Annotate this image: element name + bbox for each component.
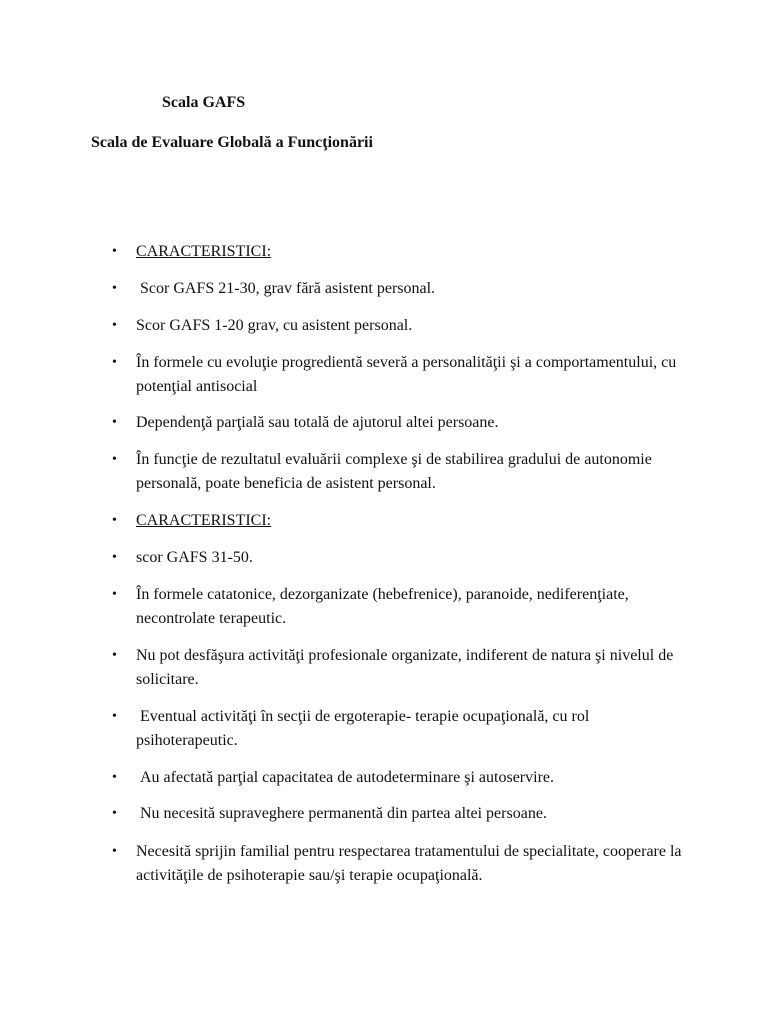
list-item-text: Scor GAFS 21-30, grav fără asistent personal. <box>136 280 436 297</box>
list-item <box>112 802 692 826</box>
list-item-text: CARACTERISTICI: <box>136 243 272 260</box>
bullet-icon: • <box>112 806 117 821</box>
bullet-icon: • <box>112 318 117 333</box>
list-item <box>112 509 692 533</box>
bullet-icon: • <box>112 355 117 370</box>
list-item-text: În funcţie de rezultatul evaluării complexe şi de stabilirea gradului de autonomie personală, poate beneficia de asistent personal. <box>136 451 656 492</box>
list-item <box>112 766 692 790</box>
bullet-icon: • <box>112 452 117 467</box>
bullet-icon: • <box>112 648 117 663</box>
list-item-text: Dependenţă parţială sau totală de ajutorul altei persoane. <box>136 414 499 431</box>
bullet-icon: • <box>112 550 117 565</box>
list-item <box>112 314 692 338</box>
page-subtitle: Scala de Evaluare Globală a Funcţionării <box>91 134 373 151</box>
list-item-text: Au afectată parţial capacitatea de autodeterminare şi autoservire. <box>136 769 554 786</box>
list-item <box>112 240 692 264</box>
bullet-icon: • <box>112 415 117 430</box>
bullet-icon: • <box>112 281 117 296</box>
bullet-icon: • <box>112 513 117 528</box>
list-item-text: Eventual activităţi în secţii de ergoterapie- terapie ocupaţională, cu rol psihoterapeutic. <box>136 708 594 749</box>
bullet-icon: • <box>112 244 117 259</box>
list-item <box>112 277 692 301</box>
list-item-text: Scor GAFS 1-20 grav, cu asistent personal. <box>136 317 413 334</box>
list-item <box>112 840 692 888</box>
list-item <box>112 546 692 570</box>
bullet-icon: • <box>112 844 117 859</box>
list-item-text: CARACTERISTICI: <box>136 512 272 529</box>
list-item <box>112 705 692 753</box>
list-item-text: În formele cu evoluţie progredientă severă a personalităţii şi a comportamentului, cu potenţial antisocial <box>136 354 681 395</box>
page-title: Scala GAFS <box>162 94 246 111</box>
list-item-text: Nu necesită supraveghere permanentă din partea altei persoane. <box>136 805 547 822</box>
list-item-text: Necesită sprijin familial pentru respectarea tratamentului de specialitate, cooperare la activităţile de psihoterapie sau/şi terapie ocupaţională. <box>136 843 686 884</box>
list-item <box>112 583 692 631</box>
list-item-text: Nu pot desfăşura activităţi profesionale organizate, indiferent de natura şi nivelul de solicitare. <box>136 647 678 688</box>
bullet-icon: • <box>112 770 117 785</box>
list-item-text: În formele catatonice, dezorganizate (hebefrenice), paranoide, nediferenţiate, necontrolate terapeutic. <box>136 586 633 627</box>
list-item <box>112 411 692 435</box>
list-item <box>112 448 692 496</box>
list-item-text: scor GAFS 31-50. <box>136 549 253 566</box>
list-item <box>112 351 692 399</box>
bullet-icon: • <box>112 709 117 724</box>
bullet-icon: • <box>112 587 117 602</box>
list-item <box>112 644 692 692</box>
